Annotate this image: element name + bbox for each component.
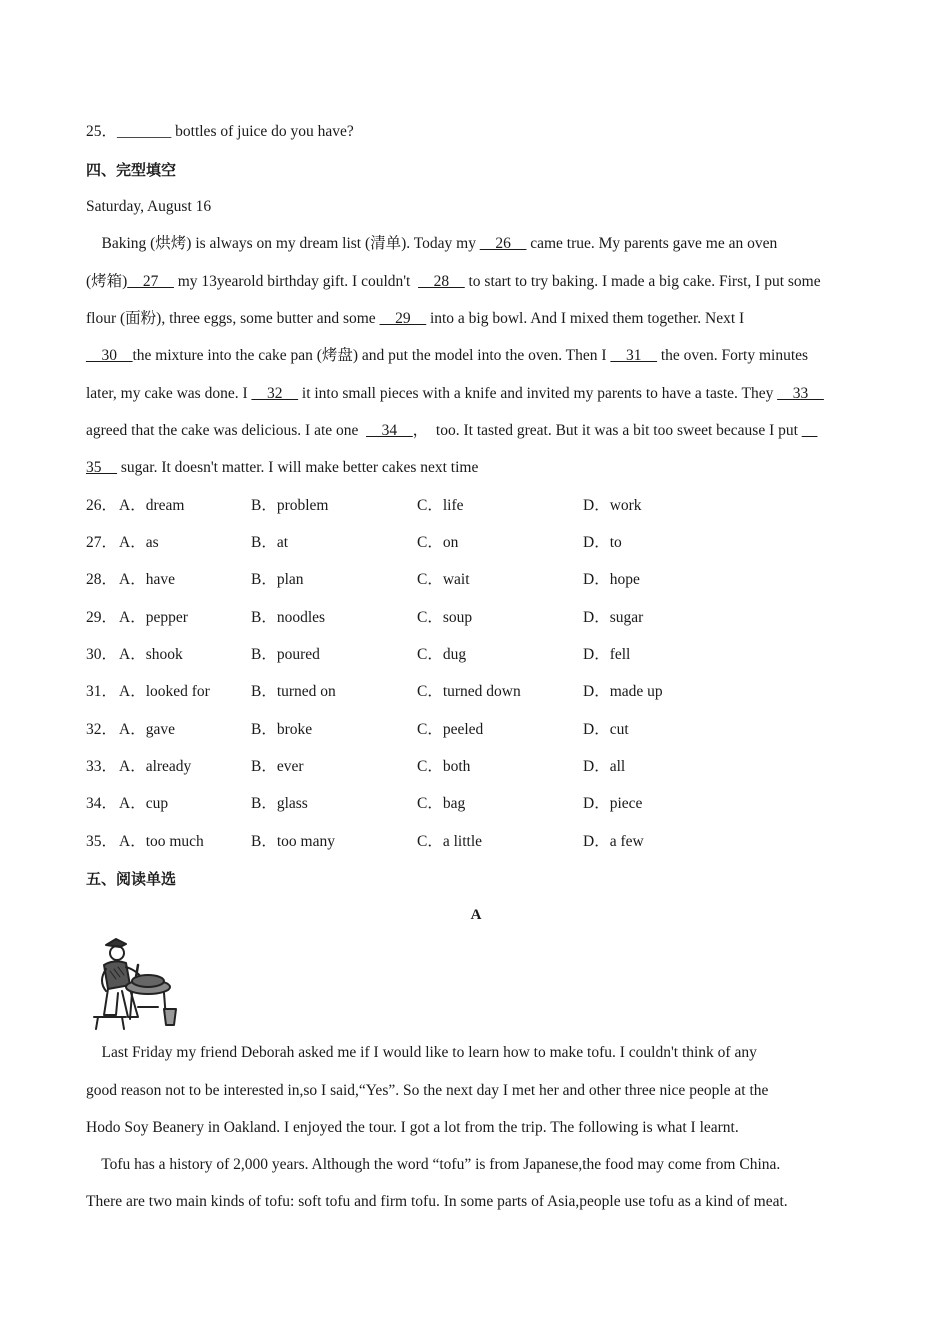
blank-35-start: __ <box>801 422 818 439</box>
passage-line: __30__the mixture into the cake pan (烤盘) and put the model into the oven. Then I __31__ the oven. Forty minutes <box>86 347 809 364</box>
option-d[interactable]: D．to <box>583 534 622 551</box>
passage-line: 35__ sugar. It doesn't matter. I will make better cakes next time <box>86 459 479 476</box>
blank-34: __34__ <box>366 422 413 439</box>
question-number: 34． <box>86 795 118 812</box>
option-b[interactable]: B．poured <box>251 646 320 663</box>
blank-32: __32__ <box>251 385 299 402</box>
option-a[interactable]: A．have <box>119 571 175 588</box>
option-d[interactable]: D．fell <box>583 646 631 663</box>
question-number: 32． <box>86 721 118 738</box>
option-b[interactable]: B．turned on <box>251 683 336 700</box>
option-d[interactable]: D．all <box>583 758 626 775</box>
question-text: bottles of juice do you have? <box>171 123 354 140</box>
option-a[interactable]: A．already <box>119 758 192 775</box>
blank-27: __27__ <box>127 273 174 290</box>
reading-line: Tofu has a history of 2,000 years. Although the word “tofu” is from Japanese,the food may come from China. <box>86 1156 781 1173</box>
question-number: 31． <box>86 683 118 700</box>
answer-blank: _______ <box>117 123 172 140</box>
option-c[interactable]: C．both <box>417 758 471 775</box>
passage-line: (烤箱)__27__ my 13yearold birthday gift. I couldn't __28__ to start to try baking. I made a big cake. First, I put some <box>86 273 821 290</box>
reading-line: There are two main kinds of tofu: soft tofu and firm tofu. In some parts of Asia,people use tofu as a kind of meat. <box>86 1193 788 1210</box>
option-c[interactable]: C．soup <box>417 609 473 626</box>
question-number: 35． <box>86 833 118 850</box>
option-a[interactable]: A．looked for <box>119 683 210 700</box>
question-number: 29． <box>86 609 118 626</box>
option-c[interactable]: C．a little <box>417 833 483 850</box>
option-b[interactable]: B．noodles <box>251 609 326 626</box>
blank-29: __29__ <box>379 310 427 327</box>
option-c[interactable]: C．life <box>417 497 464 514</box>
option-c[interactable]: C．turned down <box>417 683 521 700</box>
question-number: 27． <box>86 534 118 551</box>
passage-line: Baking (烘烤) is always on my dream list (清单). Today my __26__ came true. My parents gave me an oven <box>86 235 778 252</box>
option-d[interactable]: D．a few <box>583 833 644 850</box>
option-c[interactable]: C．peeled <box>417 721 484 738</box>
option-c[interactable]: C．wait <box>417 571 470 588</box>
reading-line: Hodo Soy Beanery in Oakland. I enjoyed the tour. I got a lot from the trip. The following is what I learnt. <box>86 1119 739 1136</box>
option-c[interactable]: C．on <box>417 534 459 551</box>
option-a[interactable]: A．as <box>119 534 159 551</box>
option-b[interactable]: B．too many <box>251 833 335 850</box>
blank-30: __30__ <box>86 347 133 364</box>
passage-line: flour (面粉), three eggs, some butter and some __29__ into a big bowl. And I mixed them together. Next I <box>86 310 745 327</box>
blank-35: 35__ <box>86 459 117 476</box>
question-number: 26． <box>86 497 118 514</box>
passage-line: agreed that the cake was delicious. I ate one __34__， too. It tasted great. But it was a bit too sweet because I put __ <box>86 422 818 439</box>
option-b[interactable]: B．plan <box>251 571 304 588</box>
section-heading-reading: 五、阅读单选 <box>86 870 177 888</box>
reading-line: good reason not to be interested in,so I said,“Yes”. So the next day I met her and other three nice people at the <box>86 1082 769 1099</box>
passage-title: A <box>470 907 482 923</box>
option-d[interactable]: D．piece <box>583 795 643 812</box>
blank-31: __31__ <box>610 347 657 364</box>
option-d[interactable]: D．work <box>583 497 642 514</box>
option-d[interactable]: D．made up <box>583 683 663 700</box>
blank-26: __26__ <box>479 235 527 252</box>
option-b[interactable]: B．broke <box>251 721 313 738</box>
option-a[interactable]: A．dream <box>119 497 185 514</box>
option-a[interactable]: A．cup <box>119 795 169 812</box>
option-b[interactable]: B．glass <box>251 795 308 812</box>
blank-33: __33__ <box>777 385 824 402</box>
passage-line: later, my cake was done. I __32__ it into small pieces with a knife and invited my parents to have a taste. They __33__ <box>86 385 824 402</box>
diary-date: Saturday, August 16 <box>86 198 212 215</box>
tofu-grinding-illustration-icon <box>86 935 178 1033</box>
option-b[interactable]: B．problem <box>251 497 329 514</box>
question-number: 25． <box>86 123 118 140</box>
option-b[interactable]: B．ever <box>251 758 304 775</box>
option-d[interactable]: D．hope <box>583 571 640 588</box>
section-heading-cloze: 四、完型填空 <box>86 161 177 179</box>
blank-28: __28__ <box>418 273 465 290</box>
question-25 <box>86 122 354 142</box>
option-a[interactable]: A．too much <box>119 833 204 850</box>
question-number: 33． <box>86 758 118 775</box>
option-d[interactable]: D．cut <box>583 721 629 738</box>
option-c[interactable]: C．dug <box>417 646 467 663</box>
reading-line: Last Friday my friend Deborah asked me if I would like to learn how to make tofu. I couldn't think of any <box>86 1044 757 1061</box>
option-c[interactable]: C．bag <box>417 795 466 812</box>
option-d[interactable]: D．sugar <box>583 609 644 626</box>
option-b[interactable]: B．at <box>251 534 289 551</box>
option-a[interactable]: A．pepper <box>119 609 188 626</box>
question-number: 30． <box>86 646 118 663</box>
option-a[interactable]: A．gave <box>119 721 175 738</box>
question-number: 28． <box>86 571 118 588</box>
option-a[interactable]: A．shook <box>119 646 183 663</box>
